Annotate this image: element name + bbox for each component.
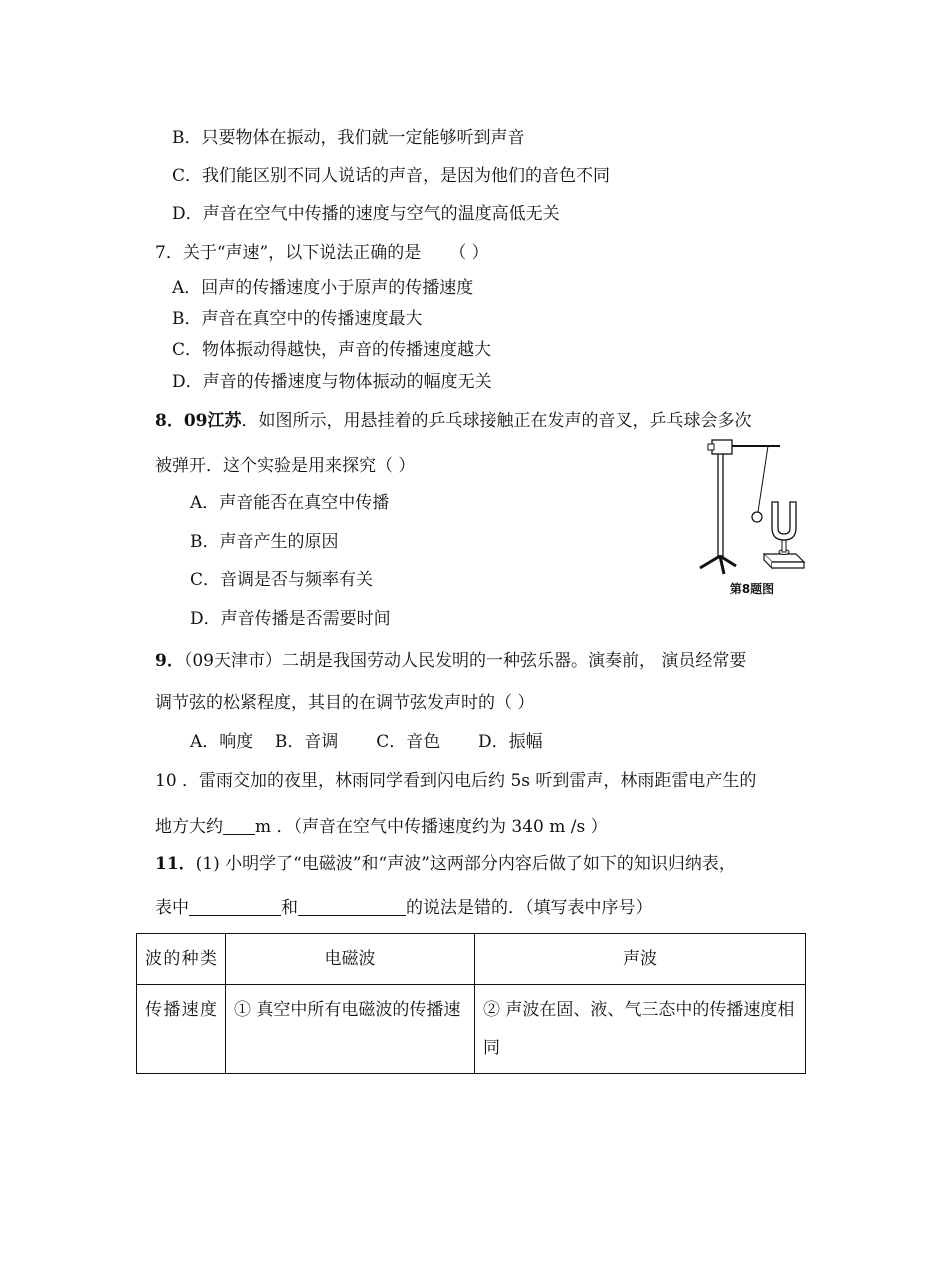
q7-stem-text: 7．关于“声速”，以下说法正确的是	[155, 243, 422, 263]
q10-stem-line1: 10 ．雷雨交加的夜里，林雨同学看到闪电后约 5s 听到雷声，林雨距雷电产生的	[155, 771, 757, 791]
q11-number: 11．	[155, 854, 196, 874]
q8-option-c: C．音调是否与频率有关	[190, 570, 374, 590]
q8-figure-caption: 第8题图	[729, 582, 775, 596]
q9-stem-line2: 调节弦的松紧程度，其目的在调节弦发声时的（ ）	[155, 693, 535, 713]
q7-option-b: B．声音在真空中的传播速度最大	[172, 309, 423, 329]
q7-answer-paren: （ ）	[449, 243, 489, 263]
q11-stem-text-a: 表中	[155, 898, 189, 918]
q11-answer-blank-1	[189, 897, 281, 916]
q9-stem-line1	[155, 650, 746, 672]
q9-stem-text1: （09天津市）二胡是我国劳动人民发明的一种弦乐器。演奏前， 演员经常要	[183, 651, 747, 671]
q11-stem-line2	[155, 897, 653, 919]
table-header-wave-type: 波的种类	[137, 934, 226, 985]
q10-stem-text-a: 地方大约	[155, 817, 223, 837]
q8-stem-text1: ．如图所示，用悬挂着的乒乓球接触正在发声的音叉，乒乓球会多次	[241, 411, 752, 431]
q8-figure	[696, 432, 808, 598]
q11-stem-line1	[155, 853, 736, 875]
table-header-sound-wave: 声波	[475, 934, 806, 985]
q11-stem-text-b: 和	[281, 898, 298, 918]
q11-stem-text-c: 的说法是错的．（填写表中序号）	[406, 898, 653, 918]
q9-options: A．响度 B．音调 C．音色 D．振幅	[190, 732, 543, 752]
table-cell-em-speed: ① 真空中所有电磁波的传播速	[226, 985, 475, 1074]
q8-option-a: A．声音能否在真空中传播	[190, 493, 390, 513]
q8-option-d: D．声音传播是否需要时间	[190, 609, 391, 629]
table-header-row	[137, 934, 806, 985]
q7-option-c: C．物体振动得越快，声音的传播速度越大	[172, 340, 492, 360]
q7-option-d: D．声音的传播速度与物体振动的幅度无关	[172, 372, 492, 392]
q8-number: 8．09江苏	[155, 411, 242, 431]
q9-number: 9．	[155, 651, 184, 671]
q6-option-d: D．声音在空气中传播的速度与空气的温度高低无关	[172, 204, 560, 224]
knowledge-summary-table	[136, 933, 806, 1074]
q7-stem	[155, 242, 489, 264]
table-cell-sound-speed: ② 声波在固、液、气三态中的传播速度相同	[475, 985, 806, 1074]
tuning-fork-pendulum-illustration	[696, 432, 808, 582]
table-row	[137, 985, 806, 1074]
q8-stem-line1	[155, 410, 752, 432]
q8-stem-line2: 被弹开．这个实验是用来探究（ ）	[155, 456, 416, 476]
q10-answer-blank	[223, 816, 255, 835]
q8-option-b: B．声音产生的原因	[190, 532, 339, 552]
q6-option-c: C．我们能区别不同人说话的声音，是因为他们的音色不同	[172, 166, 611, 186]
table-header-electromagnetic-wave: 电磁波	[226, 934, 475, 985]
q11-stem-text1: (1) 小明学了“电磁波”和“声波”这两部分内容后做了如下的知识归纳表，	[195, 854, 736, 874]
q11-answer-blank-2	[298, 897, 406, 916]
q7-option-a: A．回声的传播速度小于原声的传播速度	[172, 278, 474, 298]
q10-stem-text-b: m ．（声音在空气中传播速度约为 340 m /s ）	[255, 817, 608, 837]
q10-stem-line2	[155, 816, 608, 838]
q6-option-b: B．只要物体在振动，我们就一定能够听到声音	[172, 128, 525, 148]
table-cell-propagation-speed: 传播速度	[137, 985, 226, 1074]
